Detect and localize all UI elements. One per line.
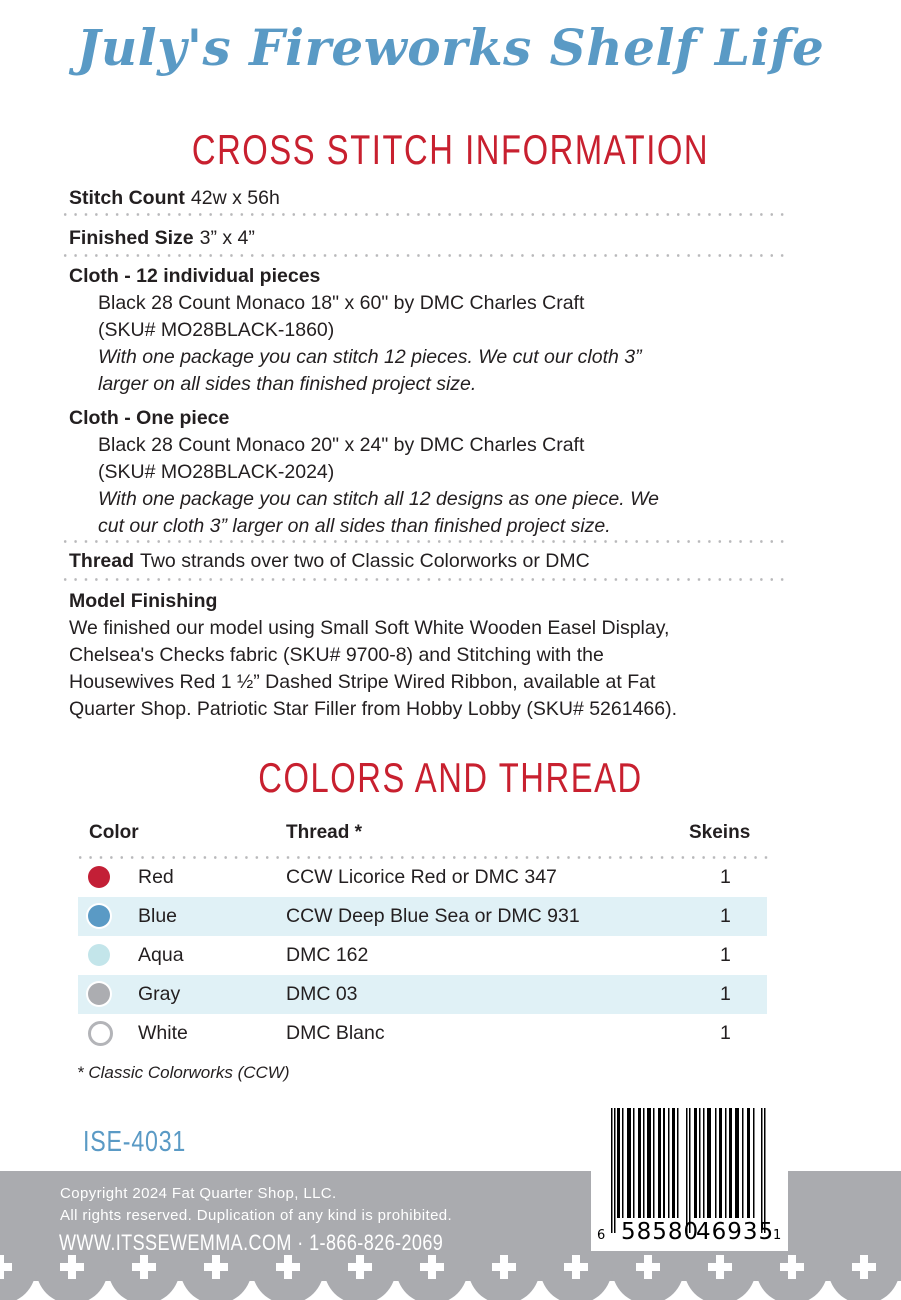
color-name: Red: [138, 866, 174, 888]
gray-swatch-icon: [88, 983, 110, 1005]
skein-count: 1: [720, 1022, 731, 1044]
finished-size-value: 3” x 4”: [199, 227, 255, 249]
cross-pattern: [0, 1255, 901, 1285]
colors-heading: COLORS AND THREAD: [258, 754, 643, 801]
model-finishing-line: We finished our model using Small Soft White Wooden Easel Display,: [69, 617, 670, 639]
table-row: [78, 858, 767, 897]
table-row: [78, 1014, 767, 1053]
stitch-count-label: Stitch Count: [69, 187, 185, 209]
red-swatch-icon: [88, 866, 110, 888]
white-swatch-icon: [88, 1021, 113, 1046]
thread-name: CCW Licorice Red or DMC 347: [286, 866, 557, 888]
copyright-text: Copyright 2024 Fat Quarter Shop, LLC.: [60, 1185, 337, 1202]
finished-size-label: Finished Size: [69, 227, 194, 249]
table-row: [78, 936, 767, 975]
dotted-divider: [60, 213, 791, 216]
skein-count: 1: [720, 983, 731, 1005]
stitch-count-value: 42w x 56h: [190, 187, 280, 209]
cross-stitch-heading: CROSS STITCH INFORMATION: [191, 126, 710, 173]
model-finishing-label: Model Finishing: [69, 590, 218, 612]
thread-label: Thread: [69, 550, 135, 572]
barcode-lead-digit: 6: [597, 1228, 606, 1243]
stitch-count: [69, 185, 789, 212]
thread-value: Two strands over two of Classic Colorworks or DMC: [140, 550, 590, 572]
column-header-skeins: Skeins: [689, 822, 751, 843]
skein-count: 1: [720, 905, 731, 927]
skein-count: 1: [720, 866, 731, 888]
cloth-one-sku: (SKU# MO28BLACK-2024): [98, 461, 335, 483]
thread-info: [69, 548, 789, 575]
model-finishing-line: Quarter Shop. Patriotic Star Filler from Hobby Lobby (SKU# 5261466).: [69, 698, 678, 720]
barcode-left-digits: 58580: [621, 1219, 700, 1245]
table-row: [78, 897, 767, 936]
model-finishing-line: Chelsea's Checks fabric (SKU# 9700-8) and Stitching with the: [69, 644, 604, 666]
column-header-thread: Thread *: [286, 822, 363, 843]
finished-size: [69, 225, 789, 252]
dotted-divider: [60, 578, 791, 581]
column-header-color: Color: [89, 822, 139, 843]
table-row: [78, 975, 767, 1014]
cloth-individual-line: Black 28 Count Monaco 18" x 60" by DMC Charles Craft: [98, 292, 585, 314]
skein-count: 1: [720, 944, 731, 966]
cloth-one-note: With one package you can stitch all 12 designs as one piece. We: [98, 488, 659, 510]
page-title: July's Fireworks Shelf Life: [76, 18, 825, 77]
barcode: [591, 1100, 788, 1251]
thread-name: DMC 162: [286, 944, 369, 966]
cloth-individual-label: Cloth - 12 individual pieces: [69, 265, 321, 287]
aqua-swatch-icon: [88, 944, 110, 966]
blue-swatch-icon: [88, 905, 110, 927]
barcode-check-digit: 1: [773, 1228, 782, 1243]
cloth-one-line: Black 28 Count Monaco 20" x 24" by DMC Charles Craft: [98, 434, 585, 456]
website-phone: WWW.ITSSEWEMMA.COM · 1-866-826-2069: [59, 1230, 444, 1255]
ccw-footnote: * Classic Colorworks (CCW): [77, 1063, 290, 1082]
color-name: Aqua: [138, 944, 184, 966]
dotted-divider: [60, 254, 791, 257]
cloth-individual-note: With one package you can stitch 12 pieces. We cut our cloth 3”: [98, 346, 642, 368]
cloth-one-block: [69, 405, 789, 540]
dotted-divider: [60, 540, 791, 543]
cloth-individual-note: larger on all sides than finished project size.: [98, 373, 477, 395]
thread-name: DMC 03: [286, 983, 358, 1005]
model-finishing-block: [69, 588, 789, 723]
barcode-bars-icon: [611, 1108, 768, 1233]
thread-name: DMC Blanc: [286, 1022, 385, 1044]
thread-name: CCW Deep Blue Sea or DMC 931: [286, 905, 580, 927]
color-name: Blue: [138, 905, 178, 927]
rights-text: All rights reserved. Duplication of any kind is prohibited.: [60, 1207, 453, 1224]
cloth-individual-sku: (SKU# MO28BLACK-1860): [98, 319, 335, 341]
model-finishing-line: Housewives Red 1 ½” Dashed Stripe Wired Ribbon, available at Fat: [69, 671, 656, 693]
cloth-one-label: Cloth - One piece: [69, 407, 230, 429]
cloth-individual-block: [69, 263, 789, 398]
product-code: ISE-4031: [83, 1126, 187, 1158]
color-name: White: [138, 1022, 188, 1044]
barcode-right-digits: 46935: [696, 1219, 775, 1245]
color-name: Gray: [138, 983, 181, 1005]
cloth-one-note: cut our cloth 3” larger on all sides than finished project size.: [98, 515, 611, 537]
